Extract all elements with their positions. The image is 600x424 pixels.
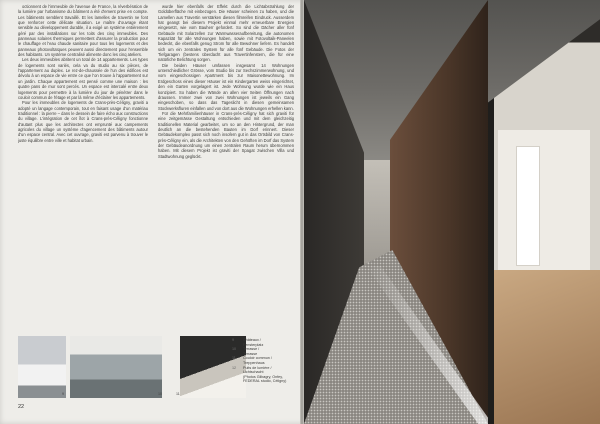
german-paragraph: Die beiden Häuser umfassen insgesamt 14 Wohnungen unterschiedlicher Grösse, vom Studio bis zur Sechszimmerwohnung, und vom eingeschossigen Apartment bis zur Maisonettewohnung. Im Erdgeschoss eines dieser Häuser ist ein Kindergarten weiss eingerichtet, den ein Garten vorgelagert ist. Jede Wohnung wurde wie ein Haus konzipiert. So haben die Wände an allen vier Seiten Öffnungen nach draussen. Immer zwei von zwei Wohnungen ist jeweils ein Gang eingeschoben, so dass das Tageslicht in diesen gemeinsamen Stockwerksfluren einfallen und von dort aus die Wohnungen erhellen kann. [158, 62, 294, 111]
caption-row [232, 366, 296, 384]
caption-de: Fensterplatz [243, 342, 264, 347]
caption-number: 10 [232, 347, 237, 352]
caption-number: 12 [232, 365, 237, 370]
caption-de: Lichtschacht [243, 370, 264, 375]
caption-number: 11 [232, 356, 236, 361]
german-paragraph: Für die Mehrfamilienhäuser in Crans-près-Céligny hat sich graviti für eine zeitgemässe Gestaltung entschieden und mit dem gleichzeitig traditionellen Material gearbeitet, um so an den Hintergrund, der man deutlich an die bestehenden Bauten im Dorf erinnert. Dieser Gebäudekomplex passt sich noch insofern gut in das Ortsbild von Crans-près-Céligny ein, als die Architekten von den Gehöften im Dorf das System der Gebäudeanordnung um einen zentralen Raum herum übernommen haben. Mit diesem Projekt ist graviti der Spagat zwischen Villa und Stadtwohnung geglückt. [158, 110, 294, 159]
french-paragraph: Les deux immeubles abritent un total de 14 appartements. Les types de logements sont variés, cela va du studio au six pièces, de l'appartement au duplex. Le rez-de-chaussée de l'un des édifices est dévolu à un espace de vie entre ce que l'on trouve à l'appartement sur un jardin. Chaque appartement est pensé comme une maison : les quatre pans de mur sont percés. Un espace est intercalé entre deux logements pour permettre à la lumière du jour de pénétrer dans le couloir commun de l'étage et par là même d'éclairer les appartements. [18, 57, 148, 100]
french-paragraph: octionnent de l'immeuble de l'avenue de France, la réverbération de la lumière par l'urbanisme du bâtiment a été d'ement prise en compte. Les bâtiments semblent travaillé. Et les lamelles de travertin ne font que renforcer cette délicate situation. Le maître d'ouvrage étant sensible au développement durable, il a exigé un système entièrement géré par des installations sur les toits des cinq immeubles. Des panneaux solaires thermiques permettent d'assurer la production pour le chauffage et l'eau chaude sanitaire pour tous les logements et des panneaux photovoltaïques peuvent aussi directement pour l'ensemble des habitants. Un système centralisé alimente donc les cinq ateliers. [18, 4, 148, 58]
french-text-column [18, 4, 148, 284]
light-well-corridor-photo [304, 0, 600, 424]
wood-floor [494, 270, 600, 424]
photo-credit: (Photos Gilbagry, Onfey, FEDERAL studio, Céligny) [243, 374, 287, 384]
french-paragraph: Pour les immeubles de logements de Crans-près-Céligny, graviti a adopté un langage contemporain, tout en faisant usage d'un matériau traditionnel : la pierre – dans le dessein de faire écho aux constructions du village. L'intégration de cet îlot à Crans-près-Céligny fonctionne d'autant plus que les architectes ont emprunté aux campements agricoles du village un système d'agencement des bâtiments autour d'un espace central. Avec cet ouvrage, graviti est parvenu à trouver le juste équilibre entre ville et habitat urbain. [18, 100, 148, 143]
caption-fr: Couloir commun / [243, 356, 272, 361]
caption-de: Terrasse [243, 351, 258, 356]
caption-fr: Puits de lumière / [243, 365, 272, 370]
interior-room-wall [498, 130, 590, 270]
photo-captions [232, 338, 296, 384]
caption-fr: Terrasse / [243, 347, 260, 352]
thumbnail-number: 9 [62, 392, 64, 396]
thumbnail-number: 11 [176, 392, 180, 396]
caption-row [232, 356, 296, 365]
page-number: 22 [18, 404, 25, 410]
german-paragraph: wurde hier ebenfalls der Effekt durch die Lichtabstrahlung der Goldüberfläche mit einbezogen. Die Häuser scheinen zu haben, und die Lamellen aus Travertin verstärken diesen filmreifen Eindruck. Ausserdem hat geangt bei diesem Projekt einmal mehr erneuerbare Energien eingesetzt, wie vom Bauherr gefordert. So sind die Dächer aller fünf Gebäude mit Solarzellen zur Warmwasseraufbereitung, die autonomen Kapazität für alle Wohnungen haben, sowie mit Fotovoltaik-Paneelen bedeckt, die ebenfalls genug Strom für alle Bewohner liefern. Es handelt sich um ein zentrales System für alle fünf Gebäude. Die Fotos der Tiefgaragen (bestens überdacht aus Travertinfenstern, die für eine natürliche Belichtung sorgen. [158, 4, 294, 63]
caption-row [232, 338, 296, 347]
caption-number: 9 [232, 338, 235, 342]
caption-de: Treppenhaus [243, 360, 265, 365]
thumbnail-number: 10 [158, 392, 162, 396]
caption-fr: Châteaux / [243, 338, 261, 342]
thumbnail-photo-terrace [70, 336, 162, 398]
thumbnail-photo-window [18, 336, 66, 398]
german-text-column [158, 4, 294, 266]
caption-row [232, 347, 296, 356]
interior-door [516, 146, 540, 266]
